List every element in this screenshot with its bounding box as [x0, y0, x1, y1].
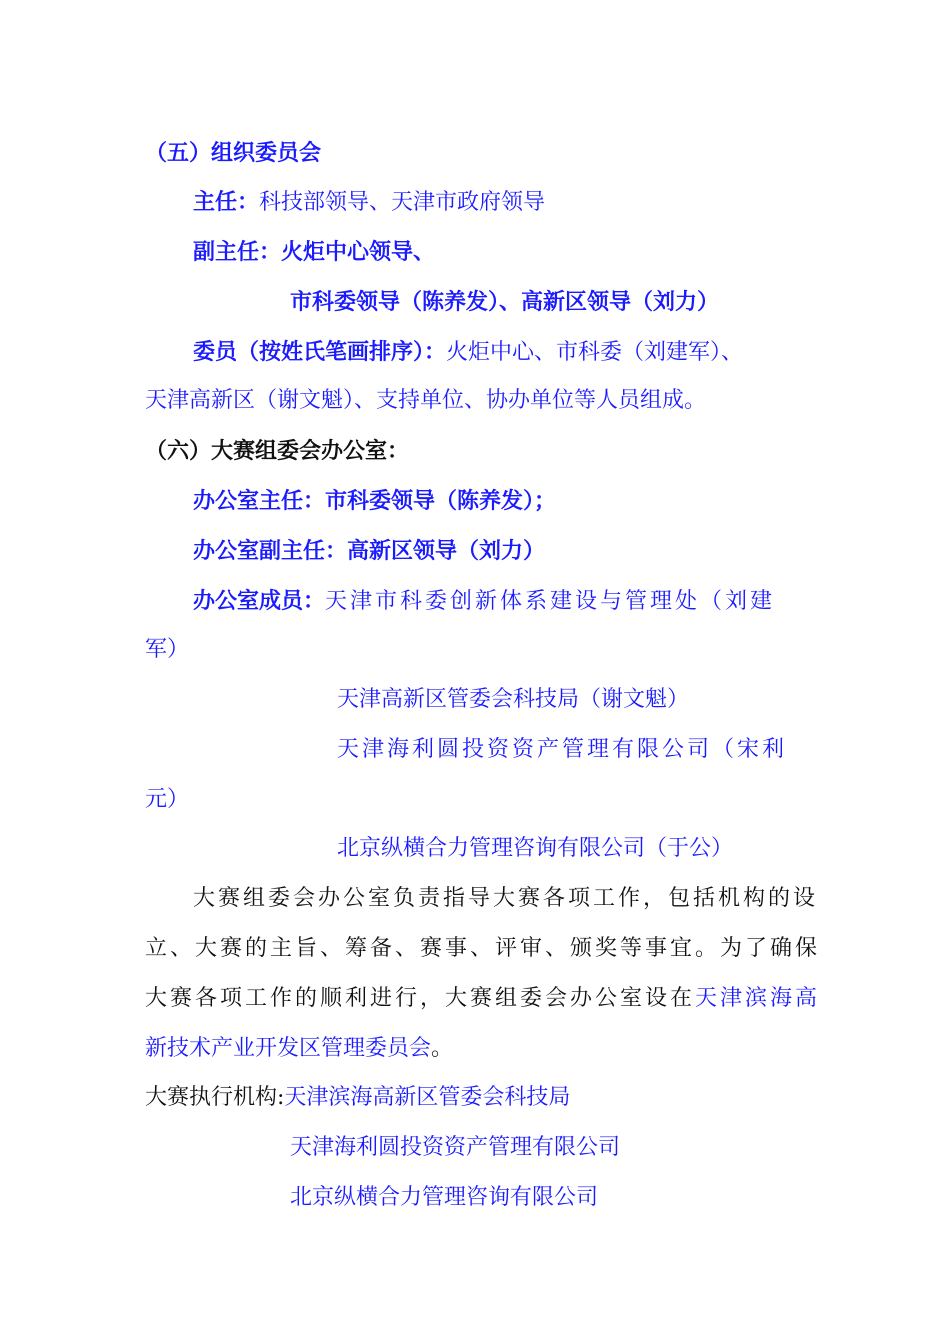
description-line-3	[145, 984, 820, 1014]
director-value: 科技部领导、天津市政府领导	[259, 190, 546, 215]
description-line-3-highlight: 天津滨海高	[695, 986, 821, 1011]
deputy-value-1: 火炬中心领导、	[281, 239, 436, 265]
description-line-3-text: 大赛各项工作的顺利进行，大赛组委会办公室设在	[145, 986, 696, 1011]
office-member-3a: 天津海利圆投资资产管理有限公司（宋利	[337, 737, 788, 762]
description-line-4	[145, 1034, 453, 1064]
office-director: 办公室主任：市科委领导（陈养发）；	[193, 488, 557, 514]
members-line-1	[193, 337, 743, 367]
office-member-4: 北京纵横合力管理咨询有限公司（于公）	[337, 836, 734, 861]
office-members-line	[193, 586, 775, 616]
director-label: 主任：	[193, 189, 260, 215]
members-label: 委员（按姓氏笔画排序）：	[193, 339, 447, 365]
office-member-1b: 军）	[145, 637, 190, 662]
office-deputy: 办公室副主任：高新区领导（刘力）	[193, 538, 546, 564]
deputy-label: 副主任：	[193, 239, 282, 265]
director-line	[193, 187, 545, 217]
description-line-4-text: 。	[431, 1036, 454, 1061]
executor-line-1	[145, 1083, 570, 1113]
section6-heading: （六）大赛组委会办公室：	[145, 438, 410, 464]
description-line-4-highlight: 新技术产业开发区管理委员会	[145, 1036, 432, 1061]
executor-item-3: 北京纵横合力管理咨询有限公司	[290, 1185, 599, 1210]
executor-item-1: 天津滨海高新区管委会科技局	[284, 1085, 571, 1110]
office-member-3b: 元）	[145, 787, 190, 812]
deputy-line-1	[193, 237, 435, 267]
members-value-1: 火炬中心、市科委（刘建军）、	[446, 340, 744, 365]
office-members-label: 办公室成员：	[193, 588, 326, 614]
office-member-2: 天津高新区管委会科技局（谢文魁）	[337, 687, 690, 712]
office-member-1a: 天津市科委创新体系建设与管理处（刘建	[325, 589, 776, 614]
description-line-2: 立、大赛的主旨、筹备、赛事、评审、颁奖等事宜。为了确保	[145, 936, 821, 961]
section5-heading: （五）组织委员会	[145, 140, 322, 166]
members-line-2: 天津高新区（谢文魁）、支持单位、协办单位等人员组成。	[145, 388, 707, 413]
description-line-1: 大赛组委会办公室负责指导大赛各项工作，包括机构的设	[193, 886, 819, 911]
deputy-line-2: 市科委领导（陈养发）、高新区领导（刘力）	[290, 289, 720, 315]
executor-label: 大赛执行机构:	[145, 1085, 285, 1110]
executor-item-2: 天津海利圆投资资产管理有限公司	[290, 1135, 621, 1160]
